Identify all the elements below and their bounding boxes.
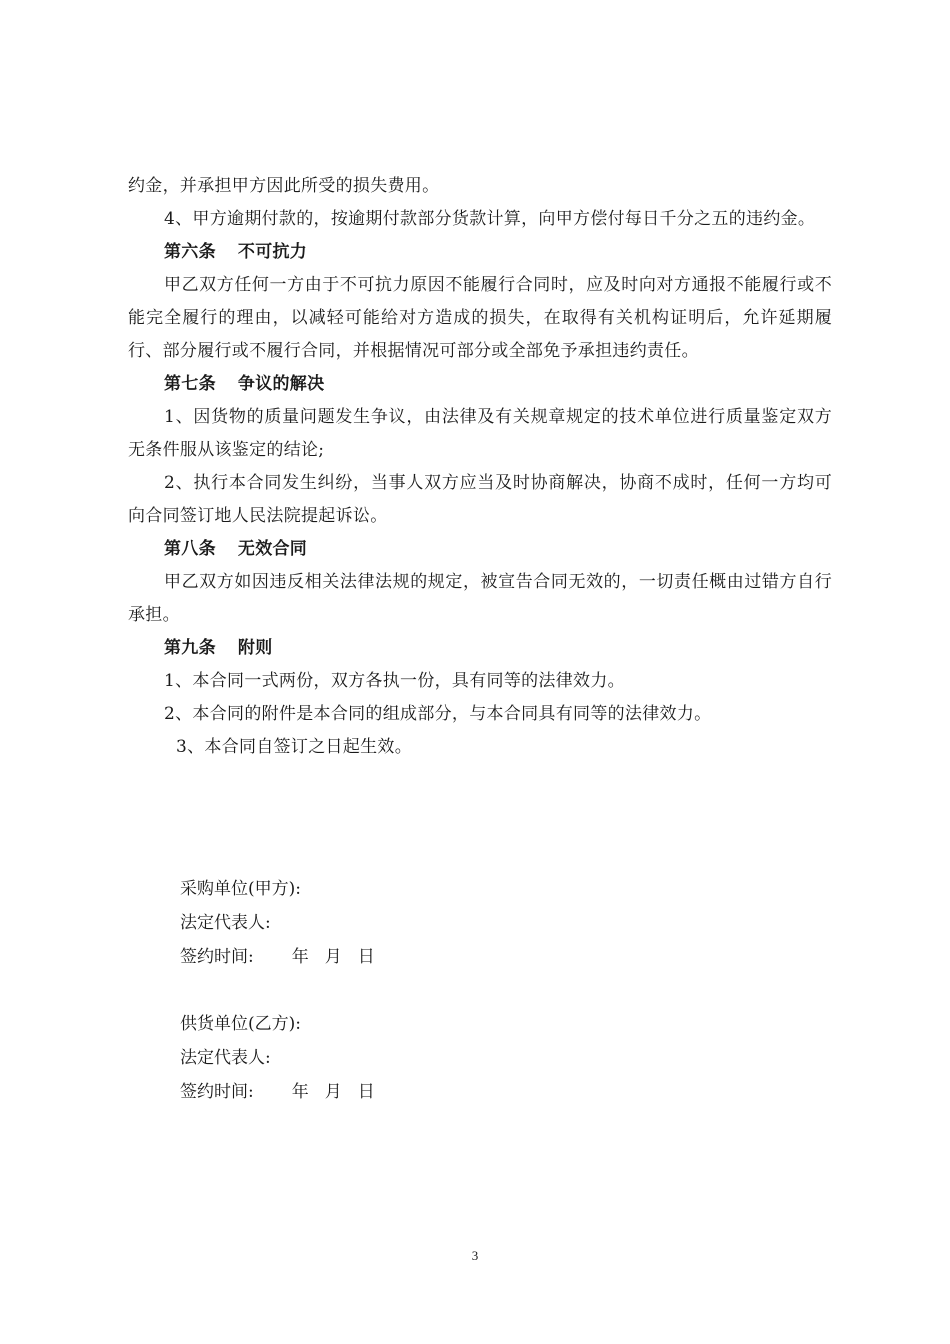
article8-title: 无效合同 <box>237 539 308 559</box>
article7-heading <box>128 368 832 401</box>
article9-heading <box>128 632 832 665</box>
party-a-day: 日 <box>357 947 375 967</box>
article6-number: 第六条 <box>164 242 216 262</box>
paragraph-late-payment: 4、甲方逾期付款的，按逾期付款部分货款计算，向甲方偿付每日千分之五的违约金。 <box>164 209 816 229</box>
party-b-rep-label: 法定代表人: <box>180 1048 271 1068</box>
contract-body <box>128 170 832 764</box>
article8-body: 甲乙双方如因违反相关法律法规的规定，被宣告合同无效的，一切责任概由过错方自行承担。 <box>128 572 832 625</box>
party-a-date-label: 签约时间: <box>180 947 254 967</box>
article9-number: 第九条 <box>164 638 216 658</box>
party-b-month: 月 <box>324 1082 342 1102</box>
article9-title: 附则 <box>237 638 273 658</box>
article6-heading <box>128 236 832 269</box>
article7-title: 争议的解决 <box>237 374 325 394</box>
article7-item-2: 2、执行本合同发生纠纷，当事人双方应当及时协商解决，协商不成时，任何一方均可向合同签订地人民法院提起诉讼。 <box>128 473 832 526</box>
article9-item-2: 2、本合同的附件是本合同的组成部分，与本合同具有同等的法律效力。 <box>164 704 712 724</box>
article6-title: 不可抗力 <box>237 242 308 262</box>
party-a-year: 年 <box>291 947 309 967</box>
article8-heading <box>128 533 832 566</box>
party-b-day: 日 <box>357 1082 375 1102</box>
party-b-unit-label: 供货单位(乙方): <box>180 1014 301 1034</box>
signature-block-party-a <box>180 872 580 974</box>
article8-number: 第八条 <box>164 539 216 559</box>
signature-block-party-b <box>180 1007 580 1109</box>
article7-number: 第七条 <box>164 374 216 394</box>
party-b-date-line <box>180 1075 580 1109</box>
article6-body: 甲乙双方任何一方由于不可抗力原因不能履行合同时，应及时向对方通报不能履行或不能完全履行的理由，以减轻可能给对方造成的损失，在取得有关机构证明后，允许延期履行、部分履行或不履行合同，并根据情况可部分或全部免予承担违约责任。 <box>128 275 832 361</box>
article9-item-1: 1、本合同一式两份，双方各执一份，具有同等的法律效力。 <box>164 671 625 691</box>
page-number: 3 <box>471 1248 479 1263</box>
party-b-year: 年 <box>291 1082 309 1102</box>
paragraph-continuation: 约金，并承担甲方因此所受的损失费用。 <box>128 176 440 196</box>
party-a-rep-label: 法定代表人: <box>180 913 271 933</box>
party-a-date-line <box>180 940 580 974</box>
party-a-unit-label: 采购单位(甲方): <box>180 879 301 899</box>
article9-item-3: 3、本合同自签订之日起生效。 <box>176 737 413 757</box>
article7-item-1: 1、因货物的质量问题发生争议，由法律及有关规章规定的技术单位进行质量鉴定双方无条件服从该鉴定的结论; <box>128 407 832 460</box>
party-b-date-label: 签约时间: <box>180 1082 254 1102</box>
party-a-month: 月 <box>324 947 342 967</box>
